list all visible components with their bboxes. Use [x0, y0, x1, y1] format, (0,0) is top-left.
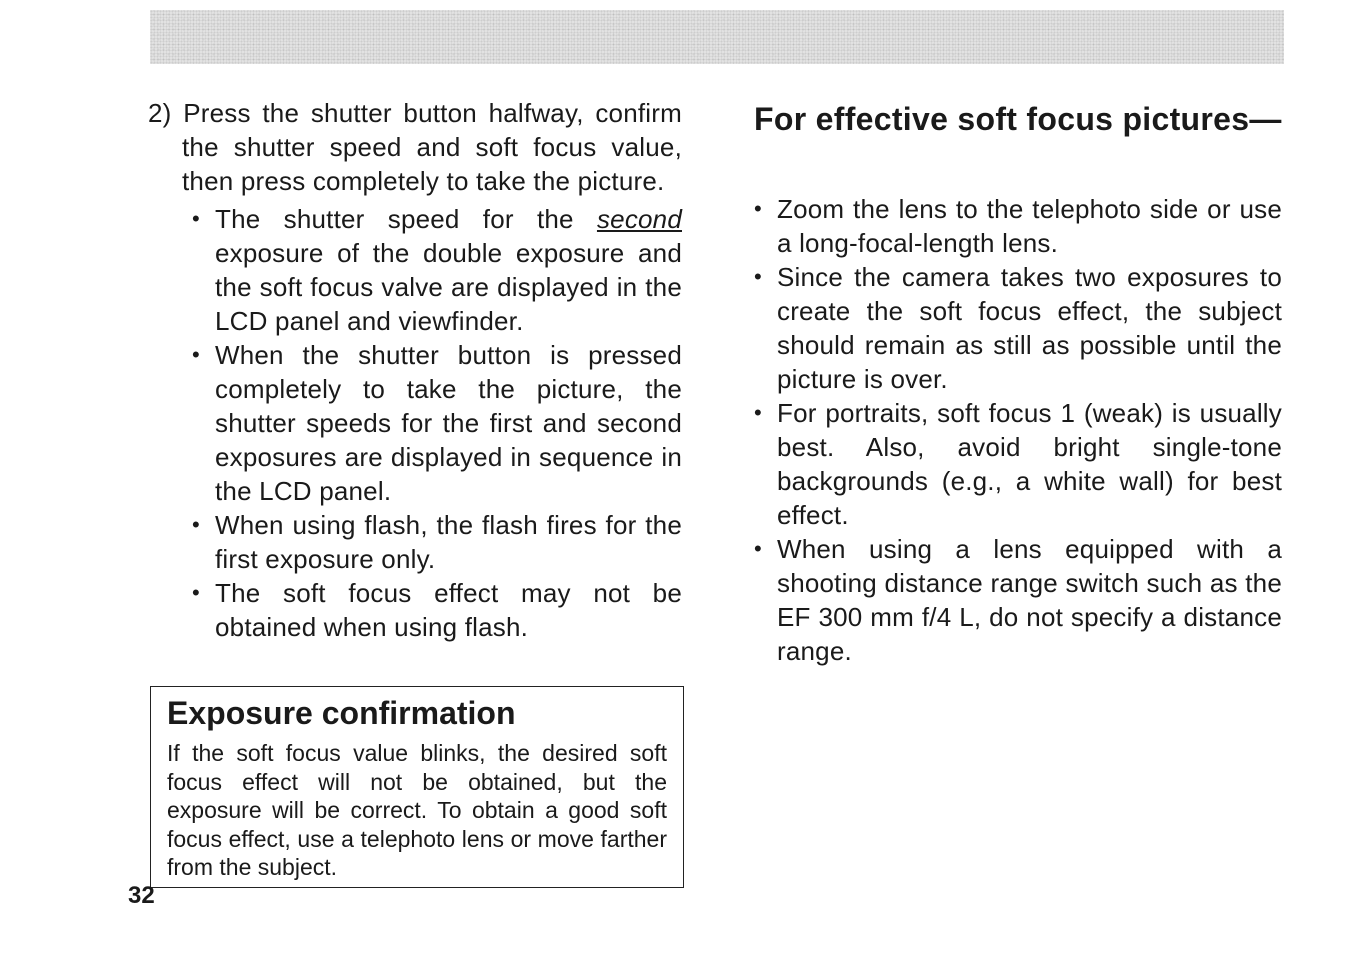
right-bullet-item-4 [754, 532, 1282, 668]
bullet-icon: • [192, 206, 200, 231]
right-bullet-list [754, 192, 1282, 668]
bullet-text-before: The shutter speed for the [215, 204, 597, 234]
right-bullet-item-2 [754, 260, 1282, 396]
step-2-text: 2) Press the shutter button halfway, confirm the shutter speed and soft focus value, then press completely to take the picture. [148, 98, 682, 196]
bullet-text: Since the camera takes two exposures to create the soft focus effect, the subject should remain as still as possible until the picture is over. [777, 262, 1282, 394]
right-bullet-item-1 [754, 192, 1282, 260]
bullet-text: When using a lens equipped with a shooting distance range switch such as the EF 300 mm f/4 L, do not specify a distance range. [777, 534, 1282, 666]
bullet-icon: • [192, 512, 200, 537]
exposure-confirmation-title: Exposure confirmation [167, 695, 516, 731]
left-bullet-item-1 [192, 202, 682, 338]
soft-focus-tips-heading: For effective soft focus pictures— [754, 101, 1282, 137]
header-band [150, 10, 1284, 64]
bullet-text: When the shutter button is pressed completely to take the picture, the shutter speeds for the first and second exposures are displayed in sequence in the LCD panel. [215, 340, 682, 506]
bullet-text: Zoom the lens to the telephoto side or use a long-focal-length lens. [777, 194, 1282, 258]
left-bullet-item-3 [192, 508, 682, 576]
exposure-confirmation-box [150, 686, 684, 888]
bullet-icon: • [192, 580, 200, 605]
left-bullet-item-4 [192, 576, 682, 644]
bullet-icon: • [192, 342, 200, 367]
left-bullet-list [192, 202, 682, 644]
bullet-text: When using flash, the flash fires for the first exposure only. [215, 510, 682, 574]
right-bullet-item-3 [754, 396, 1282, 532]
exposure-confirmation-text: If the soft focus value blinks, the desired soft focus effect will not be obtained, but the exposure will be correct. To obtain a good soft focus effect, use a telephoto lens or move farther from the subject. [167, 740, 667, 880]
bullet-icon: • [754, 536, 762, 561]
bullet-icon: • [754, 196, 762, 221]
bullet-text-after: exposure of the double exposure and the soft focus valve are displayed in the LCD panel and viewfinder. [215, 238, 682, 336]
left-column [148, 96, 682, 644]
left-bullet-item-2 [192, 338, 682, 508]
emphasis-second: second [596, 204, 682, 234]
right-column [754, 100, 1282, 668]
bullet-text: For portraits, soft focus 1 (weak) is usually best. Also, avoid bright single-tone backgrounds (e.g., a white wall) for best effect. [777, 398, 1282, 530]
bullet-icon: • [754, 400, 762, 425]
bullet-icon: • [754, 264, 762, 289]
page-number: 32 [128, 882, 155, 909]
bullet-text: The soft focus effect may not be obtained when using flash. [215, 578, 682, 642]
